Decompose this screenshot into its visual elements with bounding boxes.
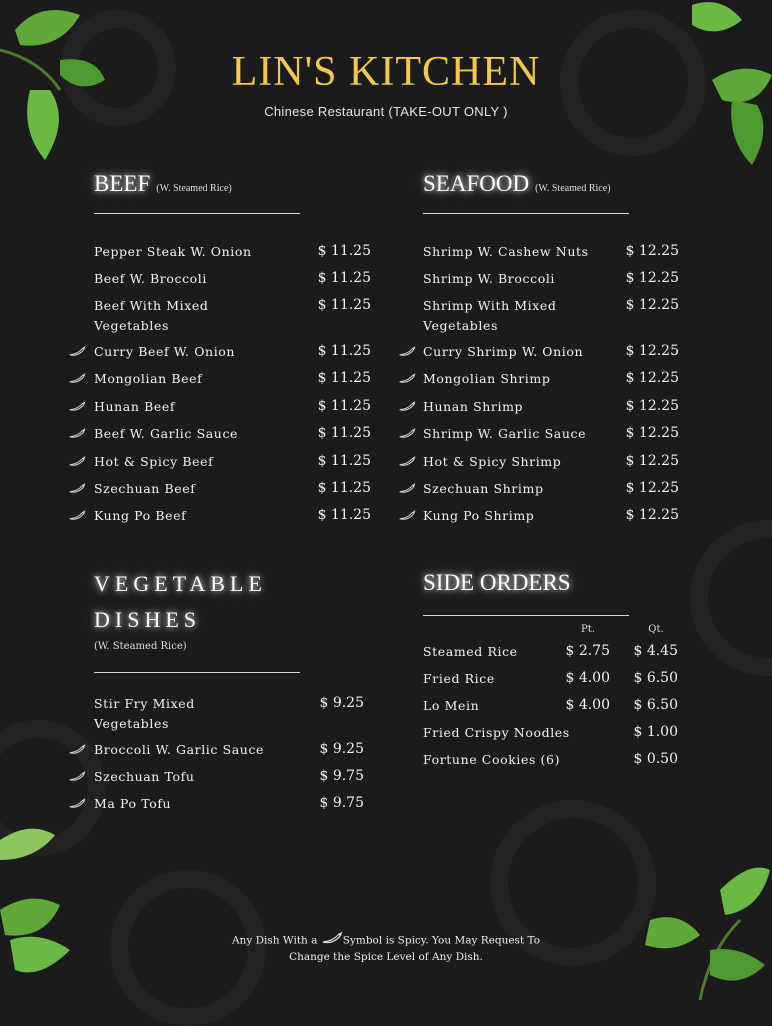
menu-item-name-line: Szechuan Shrimp (423, 481, 544, 496)
menu-item-price: $ 11.25 (317, 297, 371, 313)
footnote-text-a: Any Dish With a (231, 934, 318, 947)
menu-item-name-line: Curry Beef W. Onion (94, 344, 236, 359)
menu-item-name-line: Szechuan Beef (94, 481, 196, 496)
menu-item-price: $ 9.75 (319, 768, 364, 784)
side-order-pint-price: $ 4.00 (565, 670, 610, 686)
menu-item-name (423, 424, 586, 444)
menu-item-price: $ 11.25 (317, 425, 371, 441)
mint-leaf-icon (0, 820, 110, 1000)
mint-leaf-icon (640, 860, 772, 1000)
footnote-text-b: Symbol is Spicy. You May Request To (342, 934, 541, 947)
menu-item-name (94, 397, 175, 417)
menu-item-price: $ 12.25 (625, 398, 679, 414)
menu-item-name (423, 506, 534, 526)
chili-pepper-icon (68, 344, 86, 364)
side-order-quart-price: $ 1.00 (633, 724, 678, 740)
menu-item-name (94, 479, 196, 499)
beef-note: (W. Steamed Rice) (156, 183, 232, 194)
menu-item-name-line: Hunan Shrimp (423, 399, 524, 414)
menu-item-price: $ 11.25 (317, 398, 371, 414)
chili-pepper-icon (68, 481, 86, 501)
footnote-line2: Change the Spice Level of Any Dish. (289, 951, 483, 963)
menu-item-price: $ 11.25 (317, 243, 371, 259)
footnote-line1 (180, 932, 592, 949)
menu-item-name-line: Shrimp With Mixed (423, 298, 557, 313)
chili-pepper-icon (398, 371, 416, 391)
chili-pepper-icon (68, 796, 86, 816)
seafood-heading (423, 171, 611, 197)
menu-item-name (94, 767, 195, 787)
chili-pepper-icon (398, 399, 416, 419)
menu-item-name (94, 369, 202, 389)
chili-pepper-icon (68, 508, 86, 528)
menu-item-price: $ 11.25 (317, 507, 371, 523)
menu-item-name (94, 452, 213, 472)
menu-item-name-line: Shrimp W. Broccoli (423, 271, 556, 286)
menu-item-name (94, 506, 186, 526)
menu-item-price: $ 12.25 (625, 270, 679, 286)
menu-item-name (423, 397, 523, 417)
menu-item-name-line: Shrimp W. Garlic Sauce (423, 426, 587, 441)
menu-item-price: $ 12.25 (625, 425, 679, 441)
menu-item-name (423, 269, 555, 289)
beef-heading-label: BEEF (94, 171, 151, 196)
background-swirl (690, 520, 772, 676)
menu-item-name-line: Broccoli W. Garlic Sauce (94, 742, 265, 757)
menu-item-name (94, 269, 207, 289)
chili-pepper-icon (398, 508, 416, 528)
chili-pepper-icon (321, 932, 343, 949)
beef-heading (94, 171, 232, 197)
chili-pepper-icon (398, 426, 416, 446)
menu-item-price: $ 9.25 (319, 741, 364, 757)
menu-item-price: $ 12.25 (625, 343, 679, 359)
chili-pepper-icon (398, 481, 416, 501)
vegetable-heading (94, 566, 267, 638)
seafood-note: (W. Steamed Rice) (535, 183, 611, 194)
beef-divider (94, 213, 300, 214)
menu-item-price: $ 12.25 (625, 507, 679, 523)
menu-item-name (94, 740, 264, 760)
menu-item-name (423, 452, 561, 472)
menu-item-price: $ 11.25 (317, 480, 371, 496)
menu-item-name-line: Beef W. Garlic Sauce (94, 426, 239, 441)
menu-item-price: $ 12.25 (625, 243, 679, 259)
menu-item-name-line: Stir Fry Mixed (94, 696, 195, 711)
menu-item-name-line: Shrimp W. Cashew Nuts (423, 244, 589, 259)
menu-item-name-line: Curry Shrimp W. Onion (423, 344, 584, 359)
menu-item-price: $ 11.25 (317, 343, 371, 359)
vegetable-heading-line1: VEGETABLE (94, 571, 267, 596)
chili-pepper-icon (398, 454, 416, 474)
quart-column-header: Qt. (648, 624, 664, 635)
menu-item-name (423, 369, 550, 389)
menu-item-name (423, 242, 589, 262)
chili-pepper-icon (68, 371, 86, 391)
menu-item-name-line: Hot & Spicy Beef (94, 454, 214, 469)
chili-pepper-icon (398, 344, 416, 364)
menu-item-name-line: Vegetables (94, 318, 169, 333)
side-order-quart-price: $ 6.50 (633, 697, 678, 713)
chili-pepper-icon (68, 742, 86, 762)
side-order-name: Lo Mein (423, 698, 480, 713)
side-order-quart-price: $ 0.50 (633, 751, 678, 767)
menu-item-name-line: Kung Po Shrimp (423, 508, 535, 523)
menu-item-price: $ 12.25 (625, 370, 679, 386)
spicy-footnote (180, 932, 592, 965)
vegetable-note: (W. Steamed Rice) (94, 641, 187, 652)
seafood-heading-label: SEAFOOD (423, 171, 530, 196)
menu-item-price: $ 9.75 (319, 795, 364, 811)
menu-item-name (94, 296, 209, 336)
menu-item-price: $ 9.25 (319, 695, 364, 711)
seafood-divider (423, 213, 629, 214)
menu-item-name (94, 694, 195, 734)
menu-item-price: $ 12.25 (625, 453, 679, 469)
side-order-name: Fried Crispy Noodles (423, 725, 570, 740)
menu-item-name-line: Vegetables (94, 716, 169, 731)
side-order-name: Steamed Rice (423, 644, 518, 659)
menu-item-name (94, 794, 171, 814)
pint-column-header: Pt. (581, 624, 595, 635)
side-orders-heading: SIDE ORDERS (423, 570, 571, 595)
menu-item-name-line: Pepper Steak W. Onion (94, 244, 252, 259)
menu-item-name-line: Hot & Spicy Shrimp (423, 454, 562, 469)
side-order-pint-price: $ 2.75 (565, 643, 610, 659)
menu-item-price: $ 11.25 (317, 270, 371, 286)
menu-item-name-line: Ma Po Tofu (94, 796, 172, 811)
menu-item-name (94, 342, 235, 362)
menu-item-name-line: Kung Po Beef (94, 508, 187, 523)
side-order-quart-price: $ 4.45 (633, 643, 678, 659)
menu-item-name-line: Beef W. Broccoli (94, 271, 207, 286)
menu-item-name-line: Szechuan Tofu (94, 769, 195, 784)
chili-pepper-icon (68, 454, 86, 474)
side-order-quart-price: $ 6.50 (633, 670, 678, 686)
menu-item-name-line: Beef With Mixed (94, 298, 209, 313)
vegetable-heading-line2: DISHES (94, 607, 202, 632)
menu-item-name-line: Mongolian Shrimp (423, 371, 551, 386)
page-title: LIN'S KITCHEN (231, 49, 541, 95)
side-orders-divider (423, 615, 629, 616)
side-order-name: Fortune Cookies (6) (423, 752, 561, 767)
side-order-pint-price: $ 4.00 (565, 697, 610, 713)
menu-item-name-line: Vegetables (423, 318, 498, 333)
menu-item-name (423, 479, 544, 499)
chili-pepper-icon (68, 769, 86, 789)
page-subtitle: Chinese Restaurant (TAKE-OUT ONLY ) (264, 104, 508, 119)
menu-item-price: $ 12.25 (625, 480, 679, 496)
chili-pepper-icon (68, 399, 86, 419)
menu-item-name (423, 342, 583, 362)
menu-item-price: $ 11.25 (317, 370, 371, 386)
menu-item-name (423, 296, 557, 336)
menu-item-name-line: Mongolian Beef (94, 371, 203, 386)
chili-pepper-icon (68, 426, 86, 446)
menu-item-price: $ 12.25 (625, 297, 679, 313)
menu-item-name (94, 242, 252, 262)
menu-item-name (94, 424, 238, 444)
menu-item-price: $ 11.25 (317, 453, 371, 469)
menu-item-name-line: Hunan Beef (94, 399, 176, 414)
side-order-name: Fried Rice (423, 671, 495, 686)
vegetable-divider (94, 672, 300, 673)
